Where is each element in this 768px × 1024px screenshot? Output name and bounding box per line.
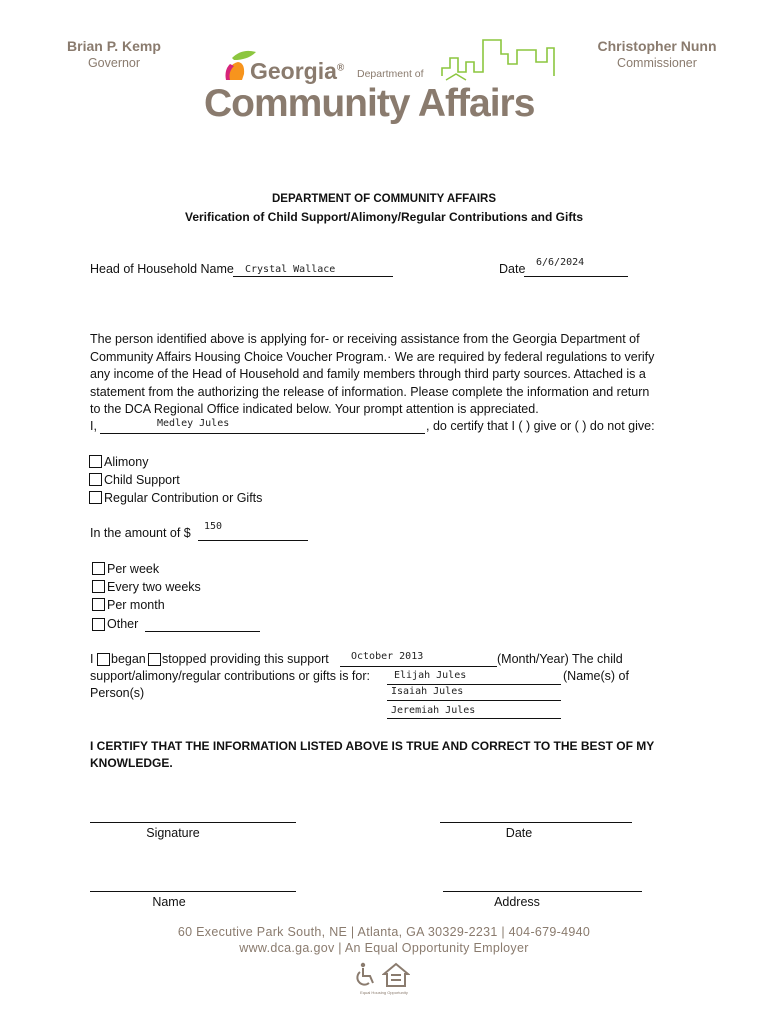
- governor-name: Brian P. Kemp: [67, 38, 161, 54]
- form-heading-1: DEPARTMENT OF COMMUNITY AFFAIRS: [271, 193, 497, 205]
- child-name-line-3[interactable]: [387, 718, 561, 719]
- began-checkbox[interactable]: [97, 653, 110, 666]
- alimony-label: Alimony: [104, 455, 149, 469]
- other-line[interactable]: [145, 631, 260, 632]
- signature-line[interactable]: [90, 822, 296, 823]
- address-label: Address: [494, 895, 540, 909]
- logo-community-affairs: Community Affairs: [204, 82, 535, 125]
- month-year-label: (Month/Year) The child: [497, 652, 623, 666]
- began-i: I: [90, 652, 94, 666]
- name-label: Name: [152, 895, 186, 909]
- footer-website: www.dca.ga.gov | An Equal Opportunity Employer: [239, 941, 529, 955]
- footer-address: 60 Executive Park South, NE | Atlanta, GA 30329-2231 | 404-679-4940: [177, 925, 591, 939]
- hoh-label: Head of Household Name: [90, 262, 234, 276]
- sign-date-label: Date: [505, 826, 533, 840]
- commissioner-name: Christopher Nunn: [597, 38, 717, 54]
- attest-line-1: I CERTIFY THAT THE INFORMATION LISTED ABOVE IS TRUE AND CORRECT TO THE BEST OF MY: [90, 739, 655, 753]
- other-label: Other: [107, 617, 139, 631]
- certify-name-line[interactable]: [100, 433, 425, 434]
- body-line: statement from the authorizing the release of information. Please complete the information and return: [90, 384, 650, 399]
- certify-prefix: I,: [90, 419, 97, 433]
- governor-block: [40, 38, 188, 70]
- body-paragraph: [90, 331, 690, 419]
- body-line: The person identified above is applying for- or receiving assistance from the Georgia Department of: [90, 332, 640, 346]
- persons-label: Person(s): [90, 686, 145, 700]
- month-year-line[interactable]: [340, 666, 497, 667]
- signature-label: Signature: [146, 826, 200, 840]
- other-checkbox[interactable]: [92, 618, 105, 631]
- began-label: began: [111, 652, 146, 666]
- regular-contribution-checkbox[interactable]: [89, 491, 102, 504]
- dca-logo: [204, 36, 568, 132]
- support-for-label: support/alimony/regular contributions or gifts is for:: [90, 669, 370, 683]
- child-name-line-2[interactable]: [387, 700, 561, 701]
- date-label: Date: [499, 262, 526, 276]
- per-week-checkbox[interactable]: [92, 562, 105, 575]
- amount-value[interactable]: 150: [204, 521, 223, 532]
- per-month-checkbox[interactable]: [92, 598, 105, 611]
- eho-text: Equal Housing Opportunity: [360, 990, 408, 995]
- commissioner-block: [578, 38, 736, 70]
- body-line: any income of the Head of Household and family members through third party sources. Attached is a: [90, 367, 646, 381]
- child-name-line-1[interactable]: [387, 684, 561, 685]
- attest-line-2: KNOWLEDGE.: [90, 756, 173, 770]
- date-value[interactable]: 6/6/2024: [536, 257, 585, 268]
- per-month-label: Per month: [107, 598, 165, 612]
- child-name-1[interactable]: Elijah Jules: [394, 670, 467, 681]
- date-line[interactable]: [524, 276, 628, 277]
- every-two-weeks-label: Every two weeks: [107, 580, 201, 594]
- regular-contribution-label: Regular Contribution or Gifts: [104, 491, 263, 505]
- stopped-checkbox[interactable]: [148, 653, 161, 666]
- hoh-name-line[interactable]: [233, 276, 393, 277]
- hoh-name-value[interactable]: Crystal Wallace: [245, 264, 336, 275]
- child-name-2[interactable]: Isaiah Jules: [391, 686, 464, 697]
- body-line: to the DCA Regional Office indicated below. Your prompt attention is appreciated.: [90, 402, 539, 416]
- every-two-weeks-checkbox[interactable]: [92, 580, 105, 593]
- certify-name-value[interactable]: Medley Jules: [157, 418, 230, 429]
- sign-date-line[interactable]: [440, 822, 632, 823]
- child-support-label: Child Support: [104, 473, 180, 487]
- amount-line[interactable]: [198, 540, 308, 541]
- per-week-label: Per week: [107, 562, 160, 576]
- names-of-label: (Name(s) of: [563, 669, 629, 683]
- child-name-3[interactable]: Jeremiah Jules: [391, 705, 476, 716]
- body-line: Community Affairs Housing Choice Voucher Program.· We are required by federal regulations to verify: [90, 349, 655, 364]
- certify-suffix: , do certify that I ( ) give or ( ) do not give:: [426, 419, 655, 433]
- footer-eho-block: [354, 962, 414, 998]
- name-line[interactable]: [90, 891, 296, 892]
- form-heading-2: Verification of Child Support/Alimony/Regular Contributions and Gifts: [184, 210, 583, 224]
- equal-housing-icon: [382, 962, 410, 988]
- amount-label: In the amount of $: [90, 526, 191, 540]
- logo-georgia-text: Georgia®: [250, 58, 345, 84]
- month-year-value[interactable]: October 2013: [351, 651, 424, 662]
- address-line[interactable]: [443, 891, 642, 892]
- governor-title: Governor: [87, 56, 141, 70]
- commissioner-title: Commissioner: [617, 56, 697, 70]
- logo-dept-of: Department of: [357, 68, 424, 80]
- alimony-checkbox[interactable]: [89, 455, 102, 468]
- stopped-label: stopped providing this support: [162, 652, 329, 666]
- child-support-checkbox[interactable]: [89, 473, 102, 486]
